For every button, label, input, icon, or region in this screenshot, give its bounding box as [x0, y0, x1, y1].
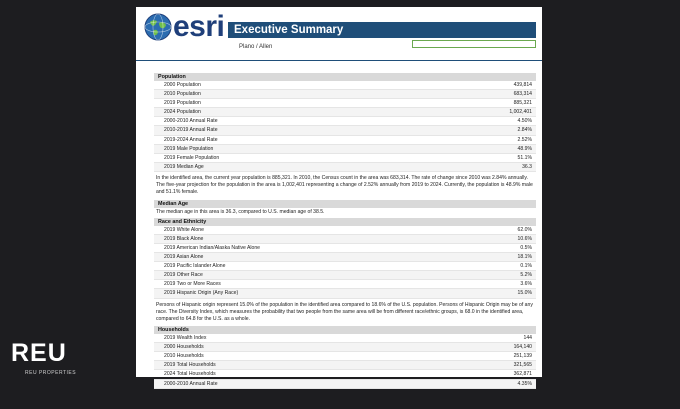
table-row	[154, 370, 536, 379]
table-row	[154, 343, 536, 352]
table-row	[154, 117, 536, 126]
reu-logo-text	[11, 339, 67, 368]
table-row	[154, 136, 536, 145]
row-label: 2024 Population	[164, 109, 201, 116]
row-value: 4.50%	[517, 118, 532, 125]
row-value: 4.35%	[517, 380, 532, 387]
row-label: 2019 Pacific Islander Alone	[164, 263, 226, 270]
table-row	[154, 280, 536, 289]
section-header-median-age: Median Age	[154, 200, 536, 208]
row-value: 48.9%	[517, 145, 532, 152]
row-label: 2019 Median Age	[164, 163, 204, 170]
table-row	[154, 244, 536, 253]
reu-tagline: REU PROPERTIES	[25, 370, 77, 376]
table-row	[154, 289, 536, 298]
row-value: 1,002,401	[509, 109, 532, 116]
row-label: 2000 Population	[164, 82, 201, 88]
reu-logo-letters: REU	[11, 339, 67, 367]
row-label: 2000-2010 Annual Rate	[164, 118, 218, 125]
table-row	[154, 145, 536, 154]
row-label: 2019 Total Households	[164, 362, 216, 369]
section-header-households: Households	[154, 326, 536, 334]
row-label: 2024 Total Households	[164, 371, 216, 378]
row-value: 15.0%	[517, 290, 532, 297]
row-value: 0.1%	[520, 263, 532, 270]
row-label: 2019-2024 Annual Rate	[164, 136, 218, 143]
row-label: 2019 Male Population	[164, 145, 214, 152]
row-label: 2019 Other Race	[164, 272, 203, 279]
table-row	[154, 163, 536, 172]
row-value: 144	[523, 335, 532, 342]
row-value: 18.1%	[517, 254, 532, 261]
table-row	[154, 334, 536, 343]
row-value: 62.0%	[517, 226, 532, 233]
row-value: 2.84%	[517, 127, 532, 134]
table-row	[154, 253, 536, 262]
row-label: 2019 Asian Alone	[164, 254, 204, 261]
table-row	[154, 108, 536, 117]
header-divider	[136, 60, 542, 61]
median-age-text: The median age in this area is 36.3, compared to U.S. median age of 38.5.	[156, 208, 325, 215]
population-table	[154, 81, 536, 172]
table-row	[154, 271, 536, 280]
households-table	[154, 334, 536, 389]
table-row	[154, 352, 536, 361]
table-row	[154, 81, 536, 90]
table-row	[154, 235, 536, 244]
report-page	[136, 7, 542, 387]
esri-logo	[144, 10, 230, 45]
row-label: 2019 American Indian/Alaska Native Alone	[164, 244, 260, 251]
globe-icon	[144, 13, 172, 41]
row-value: 2.52%	[517, 136, 532, 143]
row-value: 36.3	[522, 163, 532, 170]
report-location: Plano / Allen	[239, 44, 273, 50]
section-header-race: Race and Ethnicity	[154, 218, 536, 226]
table-row	[154, 380, 536, 389]
section-header-population: Population	[154, 73, 536, 81]
table-row	[154, 262, 536, 271]
row-value: 321,565	[513, 362, 532, 369]
row-value: 164,140	[513, 344, 532, 351]
row-label: 2019 Two or More Races	[164, 281, 221, 288]
info-box	[412, 40, 536, 48]
reu-watermark-logo	[11, 339, 87, 379]
table-row	[154, 126, 536, 135]
row-label: 2019 Hispanic Origin (Any Race)	[164, 290, 239, 297]
report-title: Executive Summary	[228, 22, 536, 38]
row-value: 5.2%	[520, 272, 532, 279]
table-row	[154, 226, 536, 235]
esri-logo-text: esri	[173, 10, 225, 43]
row-label: 2010-2019 Annual Rate	[164, 127, 218, 134]
race-summary-text: Persons of Hispanic origin represent 15.0% of the population in the identified area compared to 18.6% of the U.S. population. Persons of Hispanic Origin may be of any race. The Diversity Index, which measures the probability that two people from the same area will be from different race/ethnic groups, is 68.0 in the identified area, compared to 64.8 for the U.S. as a whole.	[156, 301, 533, 322]
row-value: 10.6%	[517, 235, 532, 242]
row-value: 251,139	[513, 353, 532, 360]
row-value: 3.6%	[520, 281, 532, 288]
table-row	[154, 154, 536, 163]
row-label: 2019 Black Alone	[164, 235, 204, 242]
table-row	[154, 361, 536, 370]
row-value: 0.5%	[520, 244, 532, 251]
row-value: 362,871	[513, 371, 532, 378]
table-row	[154, 90, 536, 99]
row-value: 439,814	[513, 82, 532, 88]
row-value: 51.1%	[517, 154, 532, 161]
row-value: 683,314	[513, 91, 532, 98]
row-label: 2010 Households	[164, 353, 204, 360]
report-content	[154, 73, 536, 389]
row-value: 885,321	[513, 100, 532, 107]
row-label: 2000 Households	[164, 344, 204, 351]
population-summary-text: In the identified area, the current year population is 885,321. In 2010, the Census count in the area was 683,314. The rate of change since 2010 was 2.84% annually. The five-year projection for the population in the area is 1,002,401 representing a change of 2.52% annually from 2019 to 2024. Currently, the population is 48.9% male and 51.1% female.	[156, 174, 533, 196]
row-label: 2019 Wealth Index	[164, 335, 207, 342]
row-label: 2019 Female Population	[164, 154, 220, 161]
row-label: 2000-2010 Annual Rate	[164, 380, 218, 387]
row-label: 2010 Population	[164, 91, 201, 98]
row-label: 2019 White Alone	[164, 226, 204, 233]
row-label: 2019 Population	[164, 100, 201, 107]
table-row	[154, 99, 536, 108]
race-table	[154, 226, 536, 299]
